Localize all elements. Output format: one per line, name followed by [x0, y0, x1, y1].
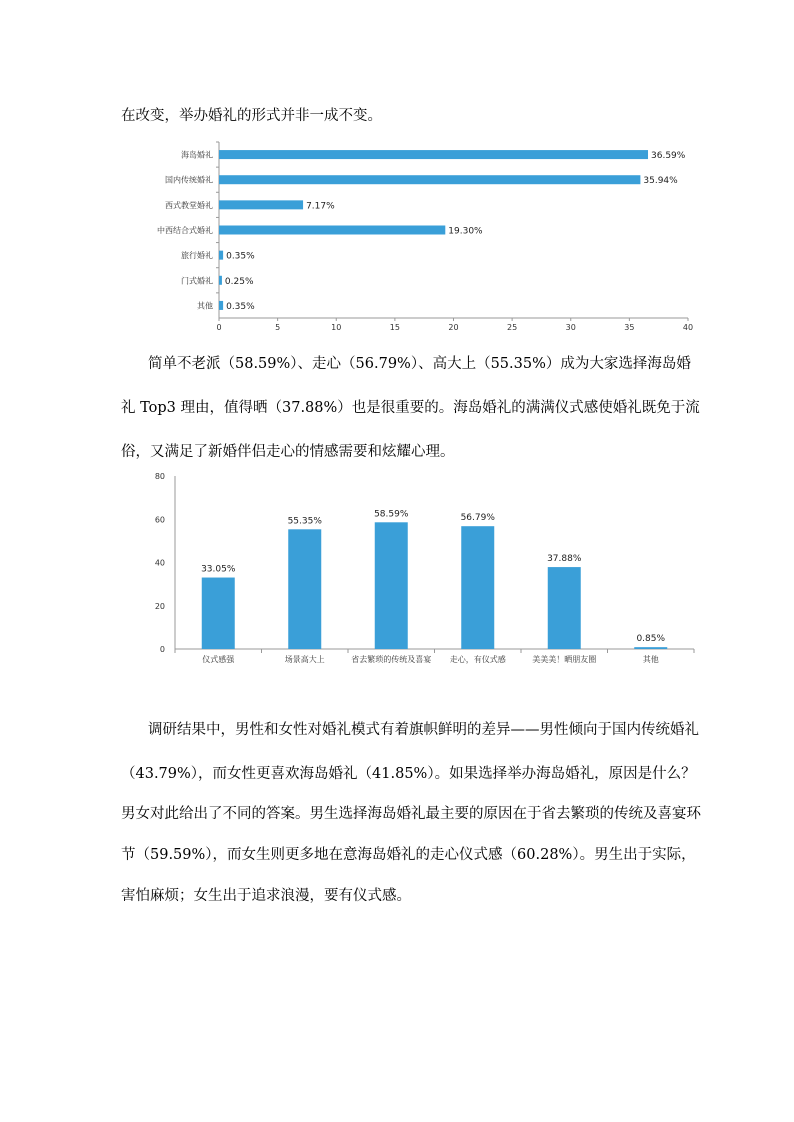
- data-label: 0.85%: [636, 634, 666, 645]
- x-tick-label: 15: [389, 323, 400, 332]
- y-tick-label: 40: [154, 558, 165, 568]
- bar: [634, 647, 667, 649]
- data-label: 36.59%: [651, 151, 686, 162]
- paragraph-line: 俗，又满足了新婚伴侣走心的情感需要和炫耀心理。: [121, 444, 455, 460]
- data-label: 35.94%: [643, 176, 678, 187]
- category-label: 其他: [197, 301, 213, 311]
- data-label: 58.59%: [374, 509, 409, 520]
- y-tick-label: 80: [154, 472, 165, 481]
- y-tick-label: 20: [154, 601, 165, 611]
- category-label: 其他: [642, 655, 659, 664]
- paragraph-line: 男女对此给出了不同的答案。男生选择海岛婚礼最主要的原因在于省去繁琐的传统及喜宴环: [121, 806, 701, 822]
- category-label: 西式教堂婚礼: [165, 200, 213, 210]
- x-tick-label: 35: [624, 323, 635, 332]
- x-tick-label: 40: [682, 323, 694, 332]
- bar: [548, 567, 581, 649]
- x-tick-label: 30: [565, 323, 576, 332]
- paragraph-line: 礼 Top3 理由，值得晒（37.88%）也是很重要的。海岛婚礼的满满仪式感使婚礼既免于流: [121, 400, 700, 416]
- bar: [202, 578, 235, 649]
- paragraph-line: 调研结果中，男性和女性对婚礼模式有着旗帜鲜明的差异——男性倾向于国内传统婚礼: [148, 722, 699, 738]
- y-tick-label: 60: [154, 515, 165, 525]
- data-label: 37.88%: [547, 554, 582, 565]
- bar: [288, 529, 321, 649]
- x-tick-label: 5: [275, 323, 281, 332]
- x-tick-label: 25: [507, 323, 518, 332]
- x-tick-label: 10: [331, 323, 342, 332]
- data-label: 0.35%: [226, 301, 255, 312]
- category-label: 省去繁琐的传统及喜宴: [351, 655, 432, 664]
- x-tick-label: 20: [448, 323, 459, 332]
- y-tick-label: 0: [159, 645, 165, 654]
- category-label: 国内传统婚礼: [165, 175, 213, 185]
- category-label: 旅行婚礼: [181, 251, 213, 261]
- category-label: 海岛婚礼: [181, 150, 213, 160]
- category-label: 中西结合式婚礼: [157, 226, 213, 235]
- paragraph-line: 害怕麻烦；女生出于追求浪漫，要有仪式感。: [121, 888, 411, 904]
- intro-line: 在改变，举办婚礼的形式并非一成不变。: [121, 108, 382, 124]
- category-label: 仪式感强: [202, 655, 235, 664]
- category-label: 门式婚礼: [181, 276, 213, 286]
- data-label: 56.79%: [460, 513, 495, 524]
- category-label: 场景高大上: [284, 655, 325, 664]
- data-label: 7.17%: [306, 201, 335, 212]
- paragraph-line: （43.79%），而女性更喜欢海岛婚礼（41.85%）。如果选择举办海岛婚礼，原因是什么？: [121, 766, 696, 782]
- data-label: 19.30%: [448, 226, 483, 237]
- data-label: 55.35%: [287, 516, 322, 527]
- category-label: 走心，有仪式感: [449, 655, 506, 664]
- paragraph-line: 节（59.59%），而女生则更多地在意海岛婚礼的走心仪式感（60.28%）。男生出于实际，: [121, 847, 696, 863]
- x-tick-label: 0: [216, 323, 222, 332]
- paragraph-line: 简单不老派（58.59%）、走心（56.79%）、高大上（55.35%）成为大家选择海岛婚: [148, 356, 691, 372]
- data-label: 33.05%: [201, 564, 236, 575]
- data-label: 0.35%: [226, 251, 255, 262]
- category-label: 美美美！晒朋友圈: [532, 655, 597, 664]
- bar: [375, 522, 408, 649]
- data-label: 0.25%: [224, 276, 254, 287]
- bar: [461, 526, 494, 649]
